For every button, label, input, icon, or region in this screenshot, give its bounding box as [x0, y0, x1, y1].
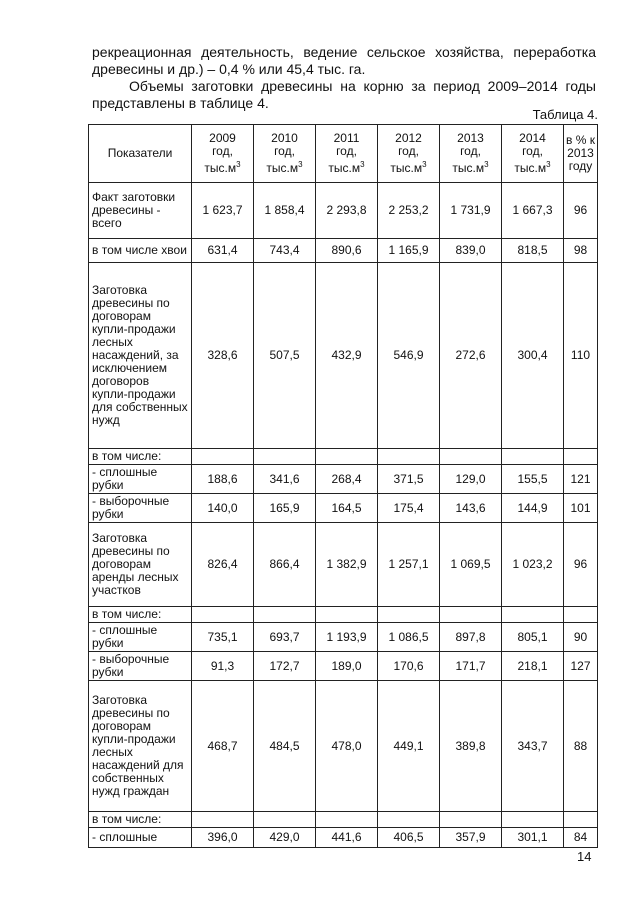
row-value: 484,5 [254, 681, 316, 812]
table-row [89, 812, 598, 828]
row-value: 735,1 [192, 623, 254, 652]
row-value [440, 812, 502, 828]
header-year-unit: год, [212, 144, 233, 158]
header-year-measure [504, 158, 561, 175]
header-year-measure-text: тыс.м [204, 161, 237, 175]
row-value: 389,8 [440, 681, 502, 812]
header-year-measure [380, 158, 437, 175]
row-value: 189,0 [316, 652, 378, 681]
row-value: 1 069,5 [440, 523, 502, 607]
row-value: 897,8 [440, 623, 502, 652]
table-row [89, 183, 598, 239]
row-value: 449,1 [378, 681, 440, 812]
table-caption: Таблица 4. [532, 107, 598, 122]
table-row [89, 623, 598, 652]
row-value [502, 449, 564, 465]
header-year-measure-text: тыс.м [328, 161, 361, 175]
row-value [254, 812, 316, 828]
header-year-unit: год, [398, 144, 419, 158]
row-value: 826,4 [192, 523, 254, 607]
table-row [89, 494, 598, 523]
row-label: в том числе хвои [89, 239, 192, 263]
row-value: 357,9 [440, 828, 502, 848]
header-year [378, 125, 440, 183]
header-year-measure-sup: 3 [360, 160, 365, 169]
row-percent: 84 [564, 828, 598, 848]
table-body [89, 183, 598, 848]
header-row [89, 125, 598, 183]
header-year-value: 2012 [395, 131, 422, 145]
row-value [378, 607, 440, 623]
row-value [378, 812, 440, 828]
paragraph-continued: рекреационная деятельность, ведение сельское хозяйства, переработка древесины и др.) – 0,4 % или 45,4 тыс. га. [92, 44, 596, 77]
row-value: 468,7 [192, 681, 254, 812]
table-row [89, 523, 598, 607]
row-value: 341,6 [254, 465, 316, 494]
table-row [89, 239, 598, 263]
row-value: 164,5 [316, 494, 378, 523]
row-value: 171,7 [440, 652, 502, 681]
row-value: 155,5 [502, 465, 564, 494]
row-value [192, 812, 254, 828]
row-value: 218,1 [502, 652, 564, 681]
row-percent: 121 [564, 465, 598, 494]
row-value: 1 165,9 [378, 239, 440, 263]
row-value: 406,5 [378, 828, 440, 848]
table-row [89, 828, 598, 848]
row-value [440, 449, 502, 465]
row-value [316, 812, 378, 828]
row-value: 1 858,4 [254, 183, 316, 239]
row-percent [564, 607, 598, 623]
row-percent: 96 [564, 523, 598, 607]
header-year-measure-text: тыс.м [390, 161, 423, 175]
row-value: 866,4 [254, 523, 316, 607]
row-value: 1 193,9 [316, 623, 378, 652]
row-value: 268,4 [316, 465, 378, 494]
table-row [89, 652, 598, 681]
table-row [89, 449, 598, 465]
row-value: 546,9 [378, 263, 440, 449]
harvest-table [88, 124, 598, 848]
row-percent: 127 [564, 652, 598, 681]
header-year-measure [442, 158, 499, 175]
row-value: 1 023,2 [502, 523, 564, 607]
row-value: 301,1 [502, 828, 564, 848]
header-year-measure-text: тыс.м [514, 161, 547, 175]
row-value: 396,0 [192, 828, 254, 848]
header-year-value: 2011 [333, 131, 360, 145]
row-percent: 101 [564, 494, 598, 523]
row-value: 890,6 [316, 239, 378, 263]
row-value: 188,6 [192, 465, 254, 494]
row-percent: 110 [564, 263, 598, 449]
header-year-unit: год, [460, 144, 481, 158]
header-year-measure [318, 158, 375, 175]
row-label: - выборочные рубки [89, 652, 192, 681]
row-value: 1 257,1 [378, 523, 440, 607]
header-indicator: Показатели [89, 125, 192, 183]
header-year-measure-text: тыс.м [452, 161, 485, 175]
row-value: 172,7 [254, 652, 316, 681]
row-value [502, 607, 564, 623]
row-value: 2 253,2 [378, 183, 440, 239]
row-value [254, 607, 316, 623]
row-value: 343,7 [502, 681, 564, 812]
row-value: 371,5 [378, 465, 440, 494]
row-percent [564, 449, 598, 465]
header-year-value: 2009 [209, 131, 236, 145]
row-value: 805,1 [502, 623, 564, 652]
table-row [89, 263, 598, 449]
header-year [316, 125, 378, 183]
row-value: 1 086,5 [378, 623, 440, 652]
row-label: Заготовка древесины по договорам аренды лесных участков [89, 523, 192, 607]
row-label: Заготовка древесины по договорам купли-продажи лесных насаждений, за исключением договоров купли-продажи для собственных нужд [89, 263, 192, 449]
row-value: 429,0 [254, 828, 316, 848]
header-year [192, 125, 254, 183]
header-year-measure-sup: 3 [546, 160, 551, 169]
header-year [254, 125, 316, 183]
table-row [89, 465, 598, 494]
row-value: 143,6 [440, 494, 502, 523]
row-value: 300,4 [502, 263, 564, 449]
row-value: 478,0 [316, 681, 378, 812]
row-value [440, 607, 502, 623]
header-year-measure-sup: 3 [236, 160, 241, 169]
row-percent: 98 [564, 239, 598, 263]
header-year-measure [194, 158, 251, 175]
row-percent: 90 [564, 623, 598, 652]
row-label: в том числе: [89, 607, 192, 623]
row-value: 693,7 [254, 623, 316, 652]
row-value: 170,6 [378, 652, 440, 681]
header-year-measure-sup: 3 [298, 160, 303, 169]
row-value: 144,9 [502, 494, 564, 523]
header-year-measure-sup: 3 [422, 160, 427, 169]
header-year-unit: год, [336, 144, 357, 158]
row-percent: 96 [564, 183, 598, 239]
header-year-measure [256, 158, 313, 175]
table-row [89, 681, 598, 812]
header-year-measure-sup: 3 [484, 160, 489, 169]
row-value: 328,6 [192, 263, 254, 449]
header-year [440, 125, 502, 183]
row-value: 175,4 [378, 494, 440, 523]
row-label: - выборочные рубки [89, 494, 192, 523]
row-value: 839,0 [440, 239, 502, 263]
paragraph-intro: Объемы заготовки древесины на корню за период 2009–2014 годы представлены в таблице 4. [92, 78, 596, 111]
row-value: 631,4 [192, 239, 254, 263]
row-value: 441,6 [316, 828, 378, 848]
row-value: 743,4 [254, 239, 316, 263]
row-label: - сплошные [89, 828, 192, 848]
row-label: - сплошные рубки [89, 465, 192, 494]
header-year-measure-text: тыс.м [266, 161, 299, 175]
row-value: 140,0 [192, 494, 254, 523]
row-value [378, 449, 440, 465]
row-value [192, 449, 254, 465]
header-year-value: 2013 [457, 131, 484, 145]
header-year [502, 125, 564, 183]
row-value: 818,5 [502, 239, 564, 263]
row-value: 272,6 [440, 263, 502, 449]
row-percent: 88 [564, 681, 598, 812]
row-value: 432,9 [316, 263, 378, 449]
row-percent [564, 812, 598, 828]
header-year-unit: год, [274, 144, 295, 158]
row-value: 507,5 [254, 263, 316, 449]
header-year-unit: год, [522, 144, 543, 158]
row-value: 1 382,9 [316, 523, 378, 607]
row-value: 165,9 [254, 494, 316, 523]
row-value [254, 449, 316, 465]
header-year-value: 2014 [519, 131, 546, 145]
row-label: в том числе: [89, 449, 192, 465]
row-label: - сплошные рубки [89, 623, 192, 652]
row-value: 2 293,8 [316, 183, 378, 239]
row-value: 1 667,3 [502, 183, 564, 239]
table-row [89, 607, 598, 623]
row-label: Факт заготовки древесины - всего [89, 183, 192, 239]
row-value [316, 607, 378, 623]
row-value: 91,3 [192, 652, 254, 681]
header-year-value: 2010 [271, 131, 298, 145]
row-value: 1 731,9 [440, 183, 502, 239]
row-label: Заготовка древесины по договорам купли-продажи лесных насаждений для собственных нужд граждан [89, 681, 192, 812]
page-number: 14 [577, 849, 592, 864]
row-value: 1 623,7 [192, 183, 254, 239]
header-percent: в % к 2013 году [564, 125, 598, 183]
row-value [192, 607, 254, 623]
row-label: в том числе: [89, 812, 192, 828]
row-value: 129,0 [440, 465, 502, 494]
row-value [502, 812, 564, 828]
row-value [316, 449, 378, 465]
